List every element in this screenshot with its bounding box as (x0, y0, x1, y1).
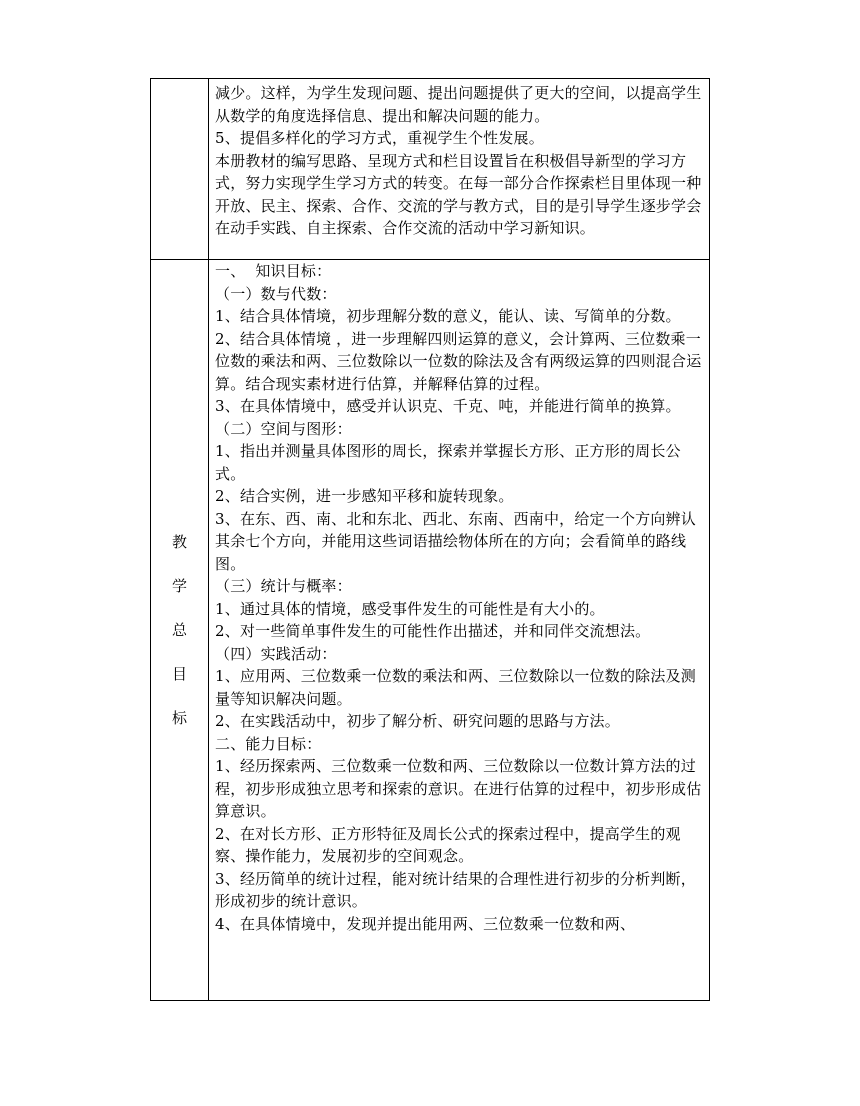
label-char: 目 (171, 665, 187, 683)
paragraph: 3、经历简单的统计过程，能对统计结果的合理性进行初步的分析判断，形成初步的统计意识。 (215, 869, 696, 910)
paragraph: 3、在东、西、南、北和东北、西北、东南、西南中，给定一个方向辨认其余七个方向，并能用这些词语描绘物体所在的方向；会看简单的路线图。 (215, 509, 696, 573)
paragraph: 1、指出并测量具体图形的周长，探索并掌握长方形、正方形的周长公式。 (215, 442, 681, 483)
label-char: 标 (171, 709, 187, 727)
paragraph: 1、通过具体的情境，感受事件发生的可能性是有大小的。 (215, 599, 605, 618)
teaching-goals-list (209, 260, 709, 1000)
row-label-cell-empty (151, 79, 209, 260)
paragraph: 2、在实践活动中，初步了解分析、研究问题的思路与方法。 (215, 712, 620, 730)
table-row-teaching-material (151, 79, 710, 260)
paragraph: 2、对一些简单事件发生的可能性作出描述，并和同伴交流想法。 (215, 622, 651, 640)
paragraph: 3、在具体情境中，感受并认识克、千克、吨，并能进行简单的换算。 (215, 397, 681, 415)
label-char: 教 (171, 533, 187, 551)
paragraph: 2、结合实例，进一步感知平移和旋转现象。 (215, 487, 514, 505)
paragraph: 2、结合具体情境 ，进一步理解四则运算的意义，会计算两、三位数乘一位数的乘法和两、三位数除以一位数的除法及含有两级运算的四则混合运算。结合现实素材进行估算，并解释估算的过程。 (215, 329, 702, 393)
row-label-cell-goals (151, 260, 209, 1001)
label-char: 学 (171, 577, 187, 595)
paragraph: 二、能力目标： (215, 734, 322, 753)
paragraph: 1、经历探索两、三位数乘一位数和两、三位数除以一位数计算方法的过程，初步形成独立思考和探索的意识。在进行估算的过程中，初步形成估算意识。 (215, 757, 702, 820)
paragraph: （四）实践活动： (215, 644, 337, 663)
paragraph: 2、在对长方形、正方形特征及周长公式的探索过程中，提高学生的观察、操作能力，发展初步的空间观念。 (215, 824, 681, 865)
row-content-cell-goals (209, 260, 710, 1001)
label-char: 总 (171, 621, 187, 639)
paragraph: （二）空间与图形： (215, 419, 352, 438)
paragraph: 1、应用两、三位数乘一位数的乘法和两、三位数除以一位数的除法及测量等知识解决问题。 (215, 667, 696, 708)
paragraph: 5、提倡多样化的学习方式，重视学生个性发展。 (215, 129, 544, 147)
paragraph: 一、 知识目标： (215, 262, 332, 280)
paragraph: 减少。这样，为学生发现问题、提出问题提供了更大的空间，以提高学生从数学的角度选择信息、提出和解决问题的能力。 (215, 84, 702, 125)
lesson-plan-table (150, 78, 710, 1001)
paragraph: 1、结合具体情境，初步理解分数的意义，能认、读、写简单的分数。 (215, 307, 681, 325)
material-description (209, 79, 709, 259)
row-content-cell-material (209, 79, 710, 260)
paragraph: 本册教材的编写思路、呈现方式和栏目设置旨在积极倡导新型的学习方式，努力实现学生学习方式的转变。在每一部分合作探索栏目里体现一种开放、民主、探索、合作、交流的学与教方式，目的是引导学生逐步学会在动手实践、自主探索、合作交流的活动中学习新知识。 (215, 151, 702, 237)
row-label-teaching-goals (151, 520, 208, 740)
paragraph: （三）统计与概率： (215, 577, 352, 595)
table-row-teaching-goals (151, 260, 710, 1001)
paragraph: （一）数与代数： (215, 284, 337, 303)
paragraph: 4、在具体情境中，发现并提出能用两、三位数乘一位数和两、 (215, 914, 636, 933)
